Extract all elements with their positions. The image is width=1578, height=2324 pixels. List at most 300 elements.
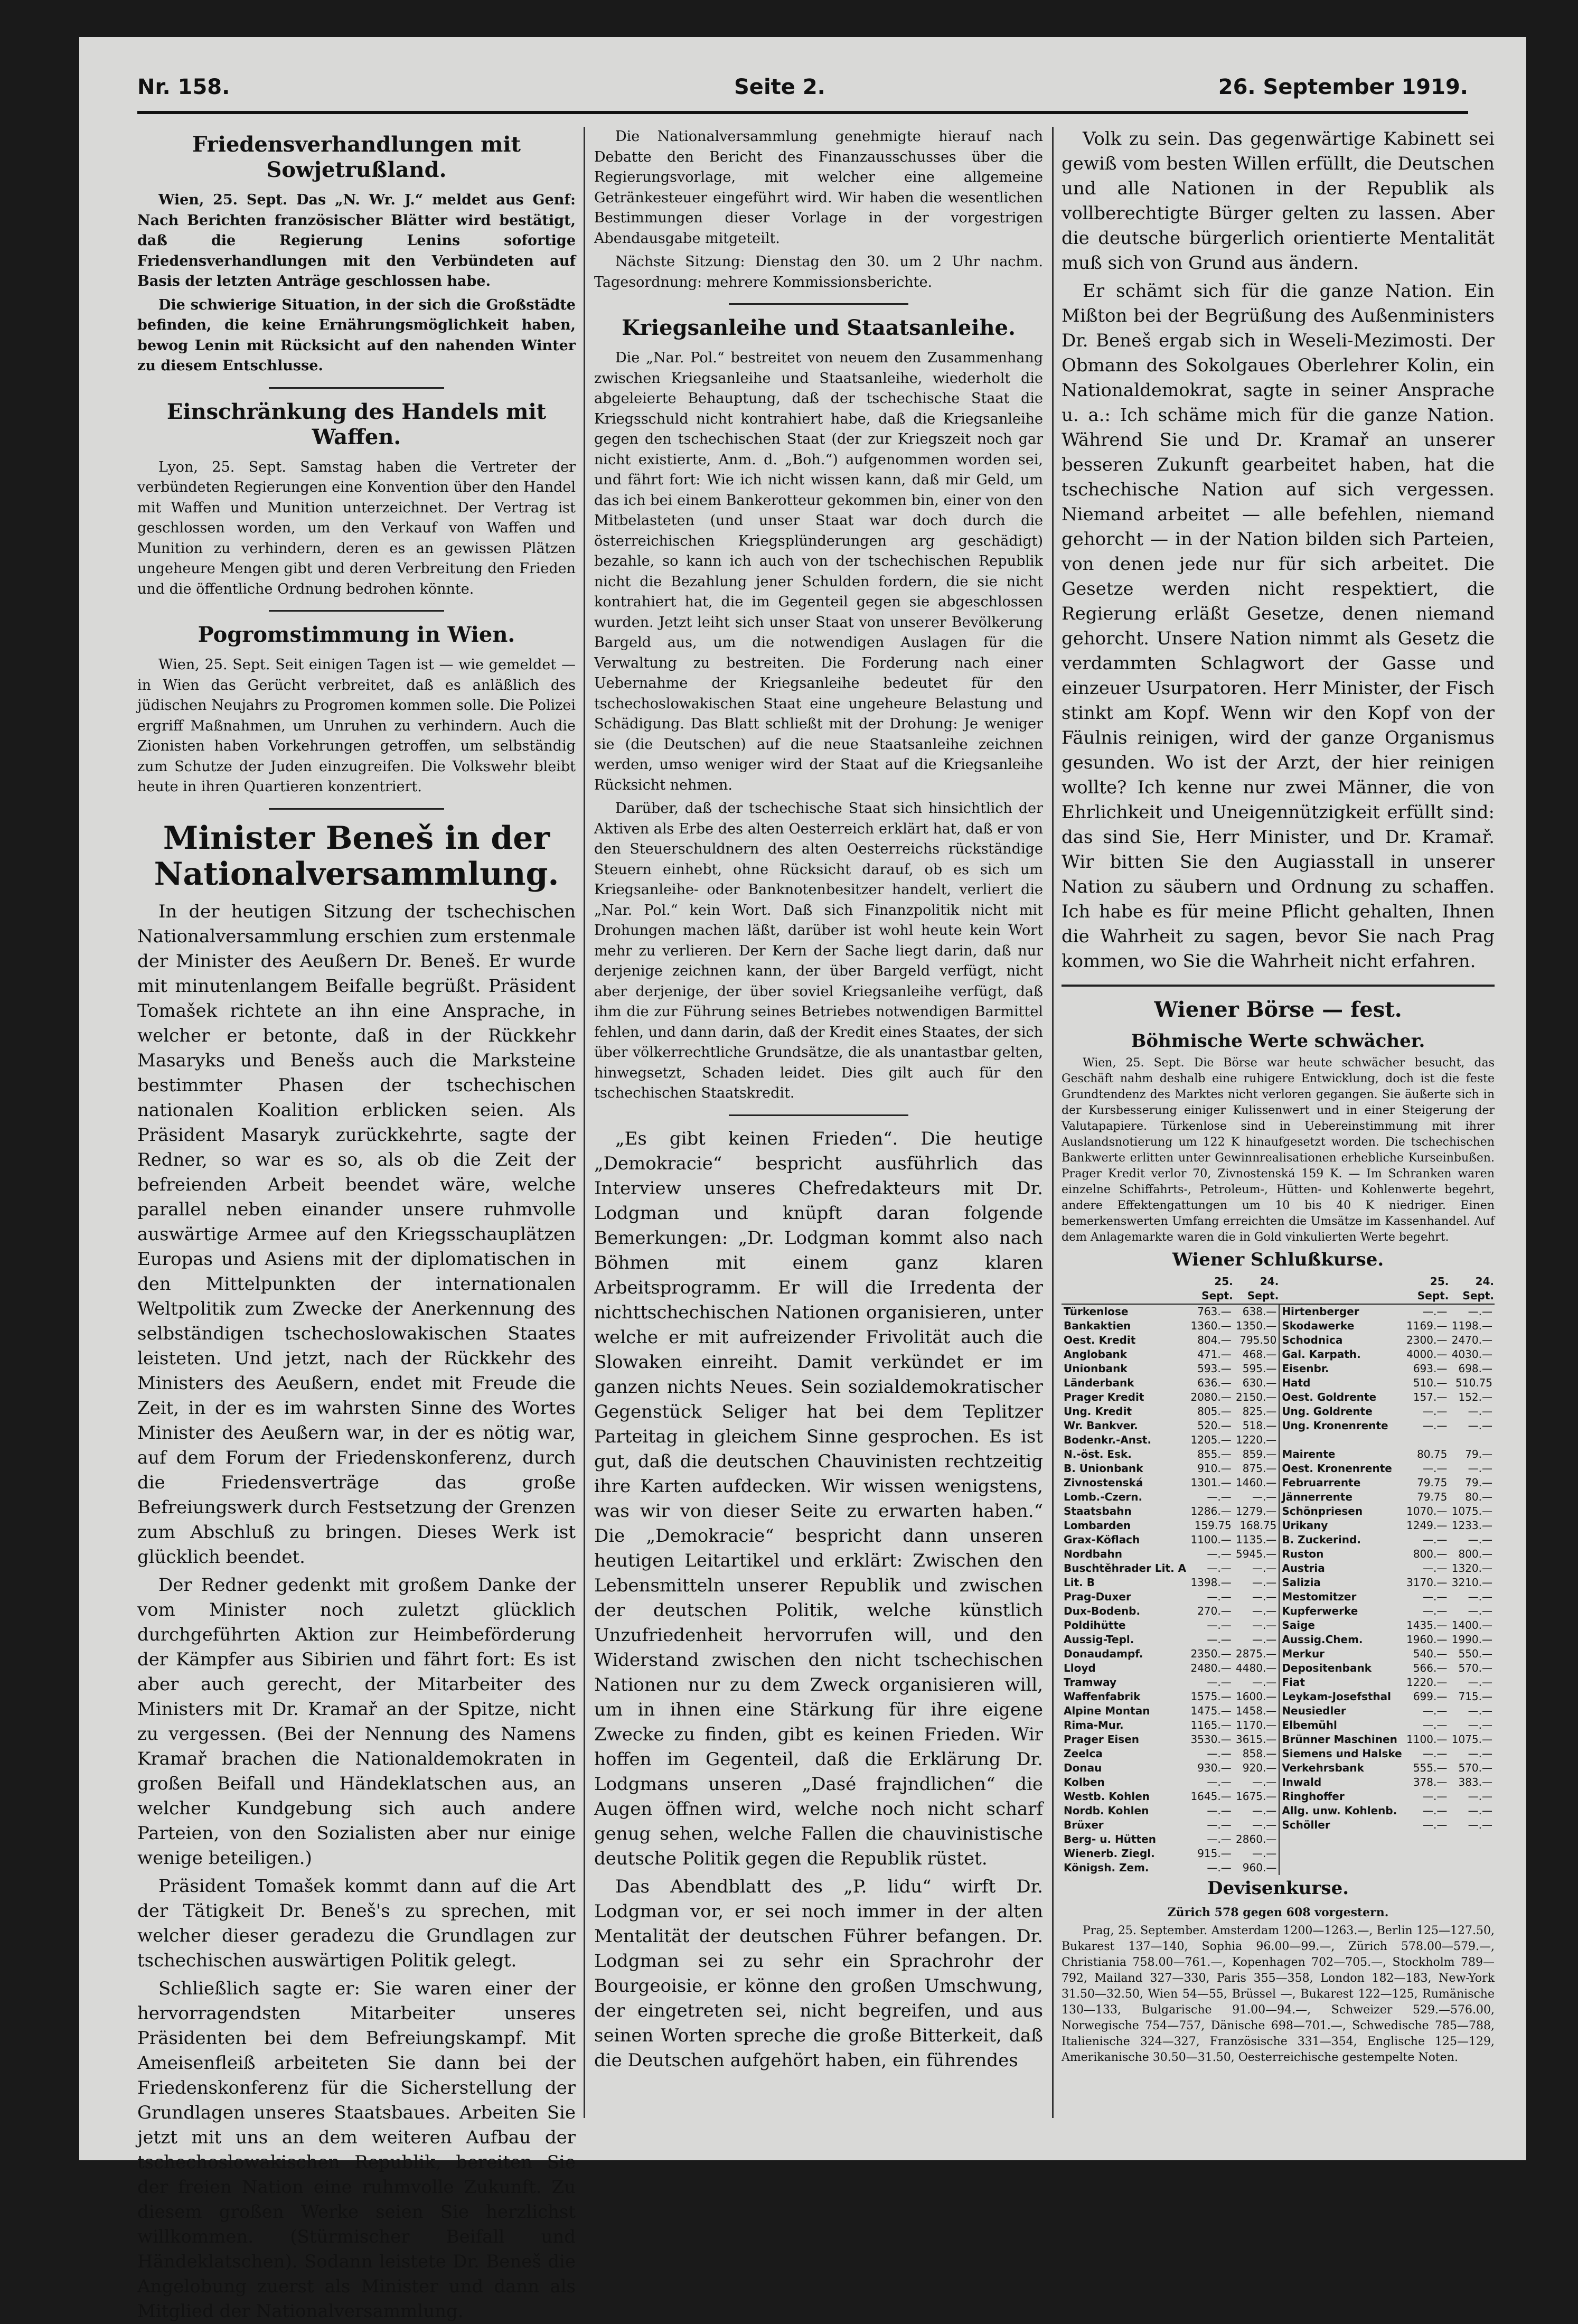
- quote-value: 920.—: [1242, 1761, 1277, 1774]
- quote-value: 2480.—: [1190, 1662, 1232, 1674]
- quote-value: —.—: [1252, 1605, 1277, 1617]
- security-name: Mairente: [1279, 1447, 1404, 1461]
- quote-value: 1198.—: [1451, 1319, 1492, 1332]
- quote-value: 960.—: [1242, 1861, 1277, 1874]
- quote-value: 699.—: [1413, 1690, 1448, 1703]
- table-row: [1062, 1576, 1495, 1590]
- table-row: [1062, 1789, 1495, 1804]
- security-name: Neusiedler: [1279, 1704, 1404, 1718]
- table-row: [1062, 1390, 1495, 1404]
- quote-value: 1301.—: [1190, 1476, 1232, 1489]
- table-row: [1062, 1304, 1495, 1319]
- security-name: Unionbank: [1064, 1362, 1128, 1375]
- security-name: Februarrente: [1279, 1476, 1404, 1490]
- quote-value: 1435.—: [1406, 1619, 1448, 1632]
- quote-value: —.—: [1252, 1819, 1277, 1831]
- quote-value: —.—: [1252, 1804, 1277, 1817]
- quote-value: 1400.—: [1451, 1619, 1492, 1632]
- security-name: Ung. Kredit: [1064, 1405, 1132, 1418]
- table-row: [1062, 1461, 1495, 1476]
- security-name: Leykam-Josefsthal: [1279, 1690, 1404, 1704]
- security-name: Zivnostenská: [1064, 1476, 1143, 1489]
- quote-value: —.—: [1422, 1405, 1448, 1418]
- table-row: [1062, 1490, 1495, 1504]
- quote-value: 1075.—: [1451, 1733, 1492, 1746]
- quote-value: 693.—: [1413, 1362, 1448, 1375]
- quote-value: 1360.—: [1190, 1319, 1232, 1332]
- page-header: [137, 69, 1468, 114]
- quote-value: —.—: [1422, 1804, 1448, 1817]
- quote-value: 855.—: [1197, 1448, 1232, 1460]
- quote-value: 80.—: [1465, 1491, 1492, 1503]
- quote-value: 636.—: [1197, 1376, 1232, 1389]
- quote-value: 763.—: [1197, 1305, 1232, 1318]
- security-name: Wienerb. Ziegl.: [1064, 1847, 1155, 1860]
- security-name: Alpine Montan: [1064, 1704, 1150, 1717]
- article-paragraph: Wien, 25. Sept. Die Börse war heute schwächer besucht, das Geschäft nahm deshalb eine ruhigere Entwicklung, doch ist die feste Grundtendenz des Marktes nicht verloren gegangen. Sie äußerte sich in der Kursbesserung einiger Kulissenwert und in einer Steigerung der Valutapapiere. Türkenlose sind in Uebereinstimmung mit ihrer Auslandsnotierung um 122 K hinaufgesetzt worden. Die tschechischen Bankwerte erlitten unter Gewinnrealisationen erhebliche Kurseinbußen. Prager Kredit verlor 70, Zivnostenská 159 K. — Im Schranken waren einzelne Schiffahrts-, Petroleum-, Hütten- und Kohlenwerte begehrt, andere Effektengattungen um 10 bis 40 K niedriger. Einen bemerkenswerten Umfang erreichten die Umsätze im Kassenhandel. Auf dem Anlagemarkte waren die in Gold vinkulierten Werte begehrt.: [1062, 1056, 1495, 1244]
- quote-value: 1600.—: [1236, 1690, 1277, 1703]
- quote-value: [1404, 1433, 1450, 1447]
- table-row: [1062, 1661, 1495, 1675]
- quote-value: 152.—: [1458, 1391, 1492, 1403]
- quote-value: —.—: [1468, 1305, 1492, 1318]
- quote-value: 1100.—: [1190, 1533, 1232, 1546]
- quote-value: —.—: [1422, 1605, 1448, 1617]
- table-row: [1062, 1775, 1495, 1789]
- table-row: [1062, 1618, 1495, 1633]
- quote-value: —.—: [1207, 1861, 1232, 1874]
- quote-value: 540.—: [1413, 1647, 1448, 1660]
- quote-value: —.—: [1468, 1704, 1492, 1717]
- quote-value: 1350.—: [1236, 1319, 1277, 1332]
- security-name: Lloyd: [1064, 1662, 1096, 1674]
- quote-value: —.—: [1468, 1719, 1492, 1731]
- table-row: [1062, 1718, 1495, 1732]
- quote-value: 555.—: [1413, 1761, 1448, 1774]
- quote-value: 4000.—: [1406, 1348, 1448, 1361]
- security-name: Dux-Bodenb.: [1064, 1605, 1141, 1617]
- security-name: Anglobank: [1064, 1348, 1127, 1361]
- quote-value: —.—: [1207, 1590, 1232, 1603]
- article-paragraph: In der heutigen Sitzung der tschechischen Nationalversammlung erschien zum erstenmale der Minister des Aeußern Dr. Beneš. Er wurde mit minutenlangem Beifalle begrüßt. Präsident Tomašek richtete an ihn eine Ansprache, in welcher er betonte, daß in der Rückkehr Masaryks und Benešs auch die Marksteine bestimmter Phasen der tschechischen nationalen Koalition erblicken seien. Als Präsident Masaryk zurückkehrte, sagte der Redner, so war es so, als ob die Zeit der befreienden Arbeit beendet wäre, welche parallel neben einander unsere ruhmvolle auswärtige Armee auf den Kriegsschauplätzen Europas und Asiens mit der diplomatischen in den Mittelpunkten der internationalen Weltpolitik zum Zwecke der Anerkennung des selbständigen tschechoslowakischen Staates leisteten. Und jetzt, nach der Rückkehr des Ministers des Aeußern, endet mit Freude die Zeit, in der es im wahrsten Sinne des Wortes Minister des Aeußern war, in der es nötig war, auf dem Forum der Friedenskonferenz, durch die Friedensverträge das große Befreiungswerk durch Festsetzung der Grenzen zum Abschluß zu bringen. Dieses Werk ist glücklich beendet.: [137, 901, 576, 1568]
- headline-benes: Minister Beneš in der Nationalversammlung.: [154, 819, 559, 893]
- headline-vienna-exchange: Wiener Börse — fest.: [1154, 997, 1402, 1022]
- divider: [269, 808, 444, 810]
- quote-value: 378.—: [1413, 1776, 1448, 1788]
- column-header: 24. Sept.: [1449, 1274, 1495, 1304]
- table-row: [1062, 1547, 1495, 1561]
- table-row: [1062, 1319, 1495, 1333]
- table-row: [1062, 1818, 1495, 1832]
- table-row: [1062, 1519, 1495, 1533]
- quote-value: —.—: [1207, 1804, 1232, 1817]
- quote-value: 518.—: [1242, 1419, 1277, 1432]
- quote-value: 1460.—: [1236, 1476, 1277, 1489]
- table-row: [1062, 1419, 1495, 1433]
- quote-value: 2860.—: [1236, 1833, 1277, 1845]
- quote-value: —.—: [1252, 1562, 1277, 1575]
- security-name: Schodnica: [1279, 1333, 1404, 1347]
- security-name: Westb. Kohlen: [1064, 1790, 1150, 1803]
- quote-value: 1279.—: [1236, 1505, 1277, 1517]
- quote-value: 1220.—: [1236, 1433, 1277, 1446]
- quote-value: —.—: [1422, 1533, 1448, 1546]
- quote-value: —.—: [1252, 1619, 1277, 1632]
- security-name: Oest. Goldrente: [1279, 1390, 1404, 1404]
- quote-value: 1100.—: [1406, 1733, 1448, 1746]
- quote-value: —.—: [1252, 1633, 1277, 1646]
- quote-value: [1404, 1832, 1450, 1847]
- divider: [729, 303, 908, 305]
- article-paragraph: Nächste Sitzung: Dienstag den 30. um 2 Uhr nachm. Tagesordnung: mehrere Kommissionsberichte.: [594, 254, 1043, 290]
- security-name: Inwald: [1279, 1775, 1404, 1789]
- security-name: Prag-Duxer: [1064, 1590, 1131, 1603]
- security-name: Nordbahn: [1064, 1548, 1122, 1560]
- security-name: Eisenbr.: [1279, 1362, 1404, 1376]
- quotes-body: [1062, 1304, 1495, 1875]
- quote-value: —.—: [1422, 1790, 1448, 1803]
- security-name: Nordb. Kohlen: [1064, 1804, 1149, 1817]
- column-header: 25. Sept.: [1404, 1274, 1450, 1304]
- quote-value: 4480.—: [1236, 1662, 1277, 1674]
- article-paragraph: Präsident Tomašek kommt dann auf die Art der Tätigkeit Dr. Beneš's zu sprechen, mit welcher dieser geradezu die Grundlagen zur tschechischen auswärtigen Politik gelegt.: [137, 1875, 576, 1971]
- quote-value: 1169.—: [1406, 1319, 1448, 1332]
- quote-value: 630.—: [1242, 1376, 1277, 1389]
- security-name: Urikany: [1279, 1519, 1404, 1533]
- quote-value: 520.—: [1197, 1419, 1232, 1432]
- table-row: [1062, 1861, 1495, 1875]
- article-paragraph: „Es gibt keinen Frieden“. Die heutige „Demokracie“ bespricht ausführlich das Interview unseres Chefredakteurs mit Dr. Lodgman und knüpft daran folgende Bemerkungen: „Dr. Lodgman kommt also nach Böhmen mit einem ganz klaren Arbeitsprogramm. Er will die Irredenta der nichttschechischen Nationen organisieren, unter welche er mit aufreizender Frivolität auch die Slowaken einreiht. Damit verkündet er im ganzen nichts Neues. Sein sozialdemokratischer Gegenstück Seliger hat bei dem Teplitzer Parteitag in gleichem Sinne gesprochen. Es ist gut, daß die deutschen Chauvinisten rechtzeitig ihre Karten aufdecken. Wir wissen wenigstens, was wir von dieser Seite zu erwarten haben.“ Die „Demokracie“ bespricht dann unseren heutigen Leitartikel und erklärt: Zwischen den Lebensmitteln unserer Republik und zwischen der deutschen Politik, welche künstlich Unzufriedenheit hervorrufen will, und den Widerstand zwischen den nicht tschechischen Nationen nur zu dem Zweck organisieren will, um in ihnen eine Stärkung für ihre eigene Zwecke zu finden, gibt es keinen Frieden. Wir hoffen im Gegenteil, daß die Erklärung Dr. Lodgmans unseren „Dasé frajndlichen“ die Augen öffnen wird, welche noch nicht scharf genug sehen, welche Fallen die chauvinistische deutsche Politik gegen die Republik rüstet.: [594, 1128, 1043, 1869]
- quote-value: —.—: [1207, 1491, 1232, 1503]
- table-row: [1062, 1504, 1495, 1519]
- article-paragraph: Er schämt sich für die ganze Nation. Ein Mißton bei der Begrüßung des Außenministers Dr. Beneš ergab sich in Weseli-Mezimosti. Der Obmann des Sokolgaues Oberlehrer Kolin, ein Nationaldemokrat, sagte in seiner Ansprache u. a.: Ich schäme mich für die ganze Nation. Während Sie und Dr. Kramař an unserer besseren Zukunft gearbeitet haben, hat die tschechische Nation auf sich vergessen. Niemand arbeitet — alle befehlen, niemand gehorcht — in der Nation bilden sich Parteien, von denen jede nur für sich arbeitet. Die Gesetze werden nicht respektiert, die Regierung erläßt Gesetze, denen niemand gehorcht. Unsere Nation nimmt als Gesetz die verdammten Schlagwort der Gasse und einzeuer Usurpatoren. Herr Minister, der Fisch stinkt am Kopf. Wenn wir den Kopf von der Fäulnis reinigen, wird der ganze Organismus gesunden. Wo ist der Arzt, der hier reinigen wollte? Ich kenne nur zwei Männer, die von Ehrlichkeit und Uneigennützigkeit erfüllt sind: das sind Sie, Herr Minister, und Dr. Kramař. Wir bitten Sie den Augiasstall in unserer Nation zu säubern und Ordnung zu schaffen. Ich habe es für meine Pflicht gehalten, Ihnen die Wahrheit zu sagen, bevor Sie nach Prag kommen, wo Sie die Wahrheit nicht erfahren.: [1062, 280, 1495, 972]
- quote-value: —.—: [1422, 1305, 1448, 1318]
- quote-value: —.—: [1468, 1790, 1492, 1803]
- quote-value: —.—: [1422, 1704, 1448, 1717]
- newspaper-page: [79, 37, 1526, 2322]
- table-row: [1062, 1433, 1495, 1447]
- quote-value: 3530.—: [1190, 1733, 1232, 1746]
- subheadline-bohemian-values: Böhmische Werte schwächer.: [1131, 1030, 1425, 1052]
- quote-value: 270.—: [1197, 1605, 1232, 1617]
- quotes-title: Wiener Schlußkurse.: [1172, 1249, 1384, 1270]
- security-name: B. Zuckerind.: [1279, 1533, 1404, 1547]
- quote-value: —.—: [1252, 1847, 1277, 1860]
- quote-value: 915.—: [1197, 1847, 1232, 1860]
- security-name: [1279, 1433, 1404, 1447]
- quote-value: 1165.—: [1190, 1719, 1232, 1731]
- quote-value: 1220.—: [1406, 1676, 1448, 1689]
- security-name: Lombarden: [1064, 1519, 1131, 1532]
- quote-value: 1675.—: [1236, 1790, 1277, 1803]
- column-3: [1062, 127, 1495, 2139]
- quote-value: 2875.—: [1236, 1647, 1277, 1660]
- quote-value: 795.50: [1239, 1334, 1277, 1346]
- security-name: Schöller: [1279, 1818, 1404, 1832]
- table-row: [1062, 1704, 1495, 1718]
- divider: [269, 387, 444, 389]
- quote-value: 804.—: [1197, 1334, 1232, 1346]
- page-number: Seite 2.: [734, 75, 825, 99]
- quote-value: 1170.—: [1236, 1719, 1277, 1731]
- headline-soviet-peace: Friedensverhandlungen mit Sowjetrußland.: [192, 132, 521, 182]
- quote-value: —.—: [1252, 1576, 1277, 1589]
- security-name: Merkur: [1279, 1647, 1404, 1661]
- security-name: Ringhoffer: [1279, 1789, 1404, 1804]
- quote-value: —.—: [1468, 1804, 1492, 1817]
- quote-value: —.—: [1468, 1533, 1492, 1546]
- quote-value: —.—: [1207, 1562, 1232, 1575]
- quote-value: 80.75: [1417, 1448, 1448, 1460]
- security-name: Türkenlose: [1064, 1305, 1129, 1318]
- quote-value: —.—: [1207, 1676, 1232, 1689]
- article-paragraph: Lyon, 25. Sept. Samstag haben die Vertreter der verbündeten Regierungen eine Konvention über den Handel mit Waffen und Munition unterzeichnet. Der Vertrag ist geschlossen worden, um den Verkauf von Waffen und Munition zu verhindern, deren es an gewissen Plätzen ungeheure Mengen gibt und deren Verbreitung den Frieden und die öffentliche Ordnung bedrohen könnte.: [137, 458, 576, 597]
- security-name: Brünner Maschinen: [1279, 1732, 1404, 1747]
- quote-value: 4030.—: [1451, 1348, 1492, 1361]
- headline-arms-trade: Einschränkung des Handels mit Waffen.: [166, 399, 547, 449]
- security-name: Elbemühl: [1279, 1718, 1404, 1732]
- security-name: Fiat: [1279, 1675, 1404, 1690]
- column-header: 24. Sept.: [1234, 1274, 1280, 1304]
- quote-value: 510.75: [1455, 1376, 1492, 1389]
- divider: [269, 610, 444, 612]
- security-name: Donaudampf.: [1064, 1647, 1143, 1660]
- quote-value: 1205.—: [1190, 1433, 1232, 1446]
- security-name: Berg- u. Hütten: [1064, 1833, 1156, 1845]
- quote-value: 800.—: [1413, 1548, 1448, 1560]
- security-name: Schönpriesen: [1279, 1504, 1404, 1519]
- quote-value: 570.—: [1458, 1761, 1492, 1774]
- security-name: Königsh. Zem.: [1064, 1861, 1149, 1874]
- quote-value: 159.75: [1194, 1519, 1232, 1532]
- quote-value: 510.—: [1413, 1376, 1448, 1389]
- quote-value: 168.75: [1239, 1519, 1277, 1532]
- security-name: Aussig.Chem.: [1279, 1633, 1404, 1647]
- security-name: Ung. Kronenrente: [1279, 1419, 1404, 1433]
- table-row: [1062, 1604, 1495, 1618]
- security-name: Verkehrsbank: [1279, 1761, 1404, 1775]
- column-1: [137, 127, 576, 2322]
- quote-value: —.—: [1468, 1819, 1492, 1831]
- security-name: Kupferwerke: [1279, 1604, 1404, 1618]
- security-name: [1279, 1861, 1404, 1875]
- quote-value: 1075.—: [1451, 1505, 1492, 1517]
- table-row: [1062, 1675, 1495, 1690]
- table-row: [1062, 1847, 1495, 1861]
- security-name: Hirtenberger: [1279, 1304, 1404, 1319]
- quote-value: —.—: [1422, 1590, 1448, 1603]
- security-name: [1279, 1847, 1404, 1861]
- security-name: Austria: [1279, 1561, 1404, 1576]
- quote-value: —.—: [1422, 1747, 1448, 1760]
- quote-value: 715.—: [1458, 1690, 1492, 1703]
- security-name: Lomb.-Czern.: [1064, 1491, 1143, 1503]
- quote-value: —.—: [1468, 1405, 1492, 1418]
- security-name: Rima-Mur.: [1064, 1719, 1124, 1731]
- quote-value: [1404, 1861, 1450, 1875]
- table-row: [1062, 1561, 1495, 1576]
- table-row: [1062, 1533, 1495, 1547]
- quote-value: —.—: [1422, 1719, 1448, 1731]
- quote-value: [1449, 1433, 1495, 1447]
- column-rule: [584, 127, 585, 2118]
- column-rule: [1052, 127, 1054, 2118]
- security-name: Poldihütte: [1064, 1619, 1126, 1632]
- security-name: Gal. Karpath.: [1279, 1347, 1404, 1362]
- quote-value: 910.—: [1197, 1462, 1232, 1475]
- table-row: [1062, 1690, 1495, 1704]
- quote-value: 468.—: [1242, 1348, 1277, 1361]
- quote-value: —.—: [1252, 1676, 1277, 1689]
- quote-value: —.—: [1207, 1833, 1232, 1845]
- quote-value: 1320.—: [1451, 1562, 1492, 1575]
- security-name: Oest. Kronenrente: [1279, 1461, 1404, 1476]
- table-row: [1062, 1647, 1495, 1661]
- quote-value: 1233.—: [1451, 1519, 1492, 1532]
- closing-quotes-table: [1062, 1274, 1495, 1875]
- column-2: [594, 127, 1043, 2139]
- security-name: Jännerrente: [1279, 1490, 1404, 1504]
- devisen-subtitle: Zürich 578 gegen 608 vorgestern.: [1167, 1906, 1389, 1919]
- quote-value: 79.—: [1465, 1476, 1492, 1489]
- security-name: Mestomitzer: [1279, 1590, 1404, 1604]
- divider: [1062, 985, 1495, 987]
- security-name: Prager Kredit: [1064, 1391, 1144, 1403]
- quote-value: 2350.—: [1190, 1647, 1232, 1660]
- article-paragraph: Das Abendblatt des „P. lidu“ wirft Dr. Lodgman vor, er sei noch immer in der alten Mentalität der deutschen Führer befangen. Dr. Lodgman sei zu sehr ein Sprachrohr der Bourgeoisie, er könne den großen Umschwung, der eingetreten sei, nicht begreifen, und aus seinen Worten spreche die große Bitterkeit, daß die Deutschen aufgehört haben, ein führendes: [594, 1876, 1043, 2071]
- quote-value: —.—: [1207, 1776, 1232, 1788]
- quote-value: 593.—: [1197, 1362, 1232, 1375]
- table-row: [1062, 1404, 1495, 1419]
- table-row: [1062, 1362, 1495, 1376]
- quote-value: 2300.—: [1406, 1334, 1448, 1346]
- table-row: [1062, 1732, 1495, 1747]
- column-header: 25. Sept.: [1188, 1274, 1234, 1304]
- table-row: [1062, 1333, 1495, 1347]
- table-row: [1062, 1347, 1495, 1362]
- security-name: Hatd: [1279, 1376, 1404, 1390]
- quote-value: 1575.—: [1190, 1690, 1232, 1703]
- quote-value: [1449, 1861, 1495, 1875]
- quote-value: 698.—: [1458, 1362, 1492, 1375]
- devisen-paragraph: Prag, 25. September. Amsterdam 1200—1263.—, Berlin 125—127.50, Bukarest 137—140, Sophia 96.00—99.—, Zürich 578.00—579.—, Christiania 758.00—761.—, Kopenhagen 702—705.—, Stockholm 789—792, Mailand 327—330, Paris 355—358, London 182—183, New-York 31.50—32.50, Wien 54—55, Brüssel —, Bukarest 122—125, Rumänische 130—133, Bulgarische 91.00—94.—, Schweizer 529.—576.00, Norwegische 754—757, Dänische 698—701.—, Schwedische 785—788, Italienische 324—327, Französische 331—354, Englische 125—129, Amerikanische 30.50—31.50, Oesterreichische gestempelte Noten.: [1062, 1924, 1495, 2064]
- security-name: Tramway: [1064, 1676, 1117, 1689]
- security-name: Kolben: [1064, 1776, 1105, 1788]
- security-name: N.-öst. Esk.: [1064, 1448, 1132, 1460]
- table-row: [1062, 1747, 1495, 1761]
- article-paragraph: Schließlich sagte er: Sie waren einer der hervorragendsten Mitarbeiter unseres Präsidenten bei dem Befreiungskampf. Mit Ameisenfleiß arbeiteten Sie dann bei der Friedenskonferenz für die Sicherstellung der Grundlagen unseres Staatsbaues. Arbeiten Sie jetzt mit uns an dem weiteren Aufbau der tschechoslowakischen Republik, bereiten Sie der freien Nation eine ruhmvolle Zukunft. Zu diesem großen Werke seien Sie herzlichst willkommen. (Stürmischer Beifall und Händeklatschen). Sodann leistete Dr. Beneš die Angelobung zuerst als Minister und dann als Mitglied der Nationalversammlung.: [137, 1978, 576, 2322]
- security-name: Salizia: [1279, 1576, 1404, 1590]
- quote-value: —.—: [1207, 1619, 1232, 1632]
- quote-value: 2470.—: [1451, 1334, 1492, 1346]
- table-row: [1062, 1832, 1495, 1847]
- security-name: Ung. Goldrente: [1279, 1404, 1404, 1419]
- security-name: Bankaktien: [1064, 1319, 1131, 1332]
- quote-value: 930.—: [1197, 1761, 1232, 1774]
- issue-number: Nr. 158.: [137, 75, 230, 99]
- quote-value: 79.75: [1417, 1491, 1448, 1503]
- quote-value: 1990.—: [1451, 1633, 1492, 1646]
- quote-value: 550.—: [1458, 1647, 1492, 1660]
- quote-value: 2080.—: [1190, 1391, 1232, 1403]
- security-name: Oest. Kredit: [1064, 1334, 1136, 1346]
- security-name: Skodawerke: [1279, 1319, 1404, 1333]
- security-name: Depositenbank: [1279, 1661, 1404, 1675]
- security-name: Aussig-Tepl.: [1064, 1633, 1134, 1646]
- article-paragraph: Wien, 25. Sept. Seit einigen Tagen ist — wie gemeldet — in Wien das Gerücht verbreitet, daß es anläßlich des jüdischen Neujahrs zu Progromen kommen solle. Die Polizei ergriff Maßnahmen, um Unruhen zu verhindern. Auch die Zionisten haben Vorkehrungen getroffen, um selbständig zum Schutze der Juden einzugreifen. Die Volkswehr bleibt heute in ihren Quartieren konzentriert.: [137, 657, 576, 795]
- article-paragraph: Volk zu sein. Das gegenwärtige Kabinett sei gewiß vom besten Willen erfüllt, die Deutschen und alle Nationen in der Republik als vollberechtigte Bürger gelten zu lassen. Aber die deutsche bürgerlich orientierte Mentalität muß sich von Grund aus ändern.: [1062, 128, 1495, 274]
- table-row: [1062, 1633, 1495, 1647]
- quote-value: 1398.—: [1190, 1576, 1232, 1589]
- quote-value: 2150.—: [1236, 1391, 1277, 1403]
- quote-value: 858.—: [1242, 1747, 1277, 1760]
- quote-value: 3210.—: [1451, 1576, 1492, 1589]
- divider: [729, 1114, 908, 1116]
- security-name: B. Unionbank: [1064, 1462, 1143, 1475]
- quote-value: 1249.—: [1406, 1519, 1448, 1532]
- quote-value: 383.—: [1458, 1776, 1492, 1788]
- quote-value: —.—: [1468, 1419, 1492, 1432]
- quote-value: 805.—: [1197, 1405, 1232, 1418]
- quote-value: —.—: [1422, 1419, 1448, 1432]
- quote-value: 1458.—: [1236, 1704, 1277, 1717]
- quote-value: 3170.—: [1406, 1576, 1448, 1589]
- quote-value: 859.—: [1242, 1448, 1277, 1460]
- security-name: Länderbank: [1064, 1376, 1134, 1389]
- quote-value: —.—: [1207, 1747, 1232, 1760]
- table-row: [1062, 1376, 1495, 1390]
- quote-value: —.—: [1468, 1462, 1492, 1475]
- security-name: [1279, 1832, 1404, 1847]
- article-paragraph: Wien, 25. Sept. Das „N. Wr. J.“ meldet aus Genf: Nach Berichten französischer Blätter wird bestätigt, daß die Regierung Lenins sofortige Friedensverhandlungen mit den Verbündeten auf Basis der letzten Anträge geschlossen habe.: [137, 192, 576, 289]
- quote-value: —.—: [1468, 1676, 1492, 1689]
- quote-value: 3615.—: [1236, 1733, 1277, 1746]
- article-paragraph: Die „Nar. Pol.“ bestreitet von neuem den Zusammenhang zwischen Kriegsanleihe und Staatsanleihe, wiederholt die abgeleierte Behauptung, daß der tschechische Staat die Kriegsschuld nicht kontrahiert habe, daß die Kriegsanleihe gegen den tschechischen Staat (der zur Kriegszeit noch gar nicht existierte, Anm. d. „Boh.“) aufgenommen worden sei, und fährt fort: Wie ich nicht wissen kann, daß mir Geld, um das ich bei einem Bankerotteur gekommen bin, einer von den Mitbelasteten (und unser Staat war doch durch die österreichischen Kriegsplünderungen arg geschädigt) bezahle, so kann ich auch von der tschechischen Republik nicht die Bezahlung jener Schulden fordern, die sie nicht kontrahiert hat, die im Gegenteil gegen sie abgeschlossen wurden. Jetzt leiht sich unser Staat von unserer Bevölkerung Bargeld aus, um die notwendigen Auslagen für die Verwaltung zu bestreiten. Die Forderung nach einer Uebernahme der Kriegsanleihe bedeutet für den tschechoslowakischen Staat eine ungeheure Belastung und Schädigung. Das Blatt schließt mit der Drohung: Je weniger sie (die Deutschen) auf die neue Staatsanleihe zeichnen werden, umso weniger wird der Staat auf die Kriegsanleihe Rücksicht nehmen.: [594, 350, 1043, 793]
- table-row: [1062, 1804, 1495, 1818]
- quote-value: 1960.—: [1406, 1633, 1448, 1646]
- quote-value: 5945.—: [1236, 1548, 1277, 1560]
- article-paragraph: Der Redner gedenkt mit großem Danke der vom Minister noch zuletzt glücklich durchgeführten Aktion zur Heimbeförderung der Kämpfer aus Sibirien und fährt fort: Es ist aber auch gerecht, der Mitarbeiter des Ministers mit Dr. Kramař an der Spitze, nicht zu vergessen. (Bei der Nennung des Namens Kramař brachen die Nationaldemokraten in großen Beifall und Händeklatschen aus, an welcher Kundgebung sich auch andere Parteien, von den Sozialisten aber nur einige wenige beteiligen.): [137, 1574, 576, 1869]
- quote-value: 570.—: [1458, 1662, 1492, 1674]
- security-name: Donau: [1064, 1761, 1102, 1774]
- quote-value: —.—: [1252, 1491, 1277, 1503]
- quote-value: 1286.—: [1190, 1505, 1232, 1517]
- quote-value: —.—: [1422, 1562, 1448, 1575]
- headline-war-loan: Kriegsanleihe und Staatsanleihe.: [622, 315, 1016, 340]
- article-paragraph: Darüber, daß der tschechische Staat sich hinsichtlich der Aktiven als Erbe des alten Oesterreich erklärt hat, daß er von den Steuerschuldnern des alten Oesterreichs rückständige Steuern einhebt, ohne Rücksicht darauf, ob es sich um Kriegsanleihe- oder Banknotenbesitzer handelt, verliert die „Nar. Pol.“ kein Wort. Daß sich Finanzpolitik nicht mit Drohungen machen läßt, darüber ist wohl heute kein Wort mehr zu verlieren. Der Kern der Sache liegt darin, daß nur derjenige zeichnen kann, der über Bargeld verfügt, nicht aber derjenige, der über soviel Kriegsanleihe verfügt, daß ihm die zur Führung seines Betriebes notwendigen Barmittel fehlen, und dann darin, daß der Kredit eines Staates, der sich über völkerrechtliche Grundsätze, die als unantastbar gelten, hinwegsetzt, Schaden leidet. Dies gilt auch für den tschechischen Staatskredit.: [594, 800, 1043, 1101]
- security-name: Zeelca: [1064, 1747, 1103, 1760]
- security-name: Bodenkr.-Anst.: [1064, 1433, 1152, 1446]
- security-name: Grax-Köflach: [1064, 1533, 1140, 1546]
- quote-value: [1404, 1847, 1450, 1861]
- security-name: Lit. B: [1064, 1576, 1095, 1589]
- quote-value: —.—: [1468, 1747, 1492, 1760]
- quote-value: 566.—: [1413, 1662, 1448, 1674]
- security-name: Ruston: [1279, 1547, 1404, 1561]
- quote-value: 800.—: [1458, 1548, 1492, 1560]
- security-name: Staatsbahn: [1064, 1505, 1132, 1517]
- quote-value: —.—: [1422, 1819, 1448, 1831]
- table-row: [1062, 1476, 1495, 1490]
- devisen-title: Devisenkurse.: [1207, 1878, 1349, 1899]
- quote-value: 825.—: [1242, 1405, 1277, 1418]
- table-header-row: [1062, 1274, 1495, 1304]
- quote-value: 875.—: [1242, 1462, 1277, 1475]
- issue-date: 26. September 1919.: [1218, 75, 1468, 99]
- security-name: Wr. Bankver.: [1064, 1419, 1138, 1432]
- quote-value: [1449, 1847, 1495, 1861]
- quote-value: 79.—: [1465, 1448, 1492, 1460]
